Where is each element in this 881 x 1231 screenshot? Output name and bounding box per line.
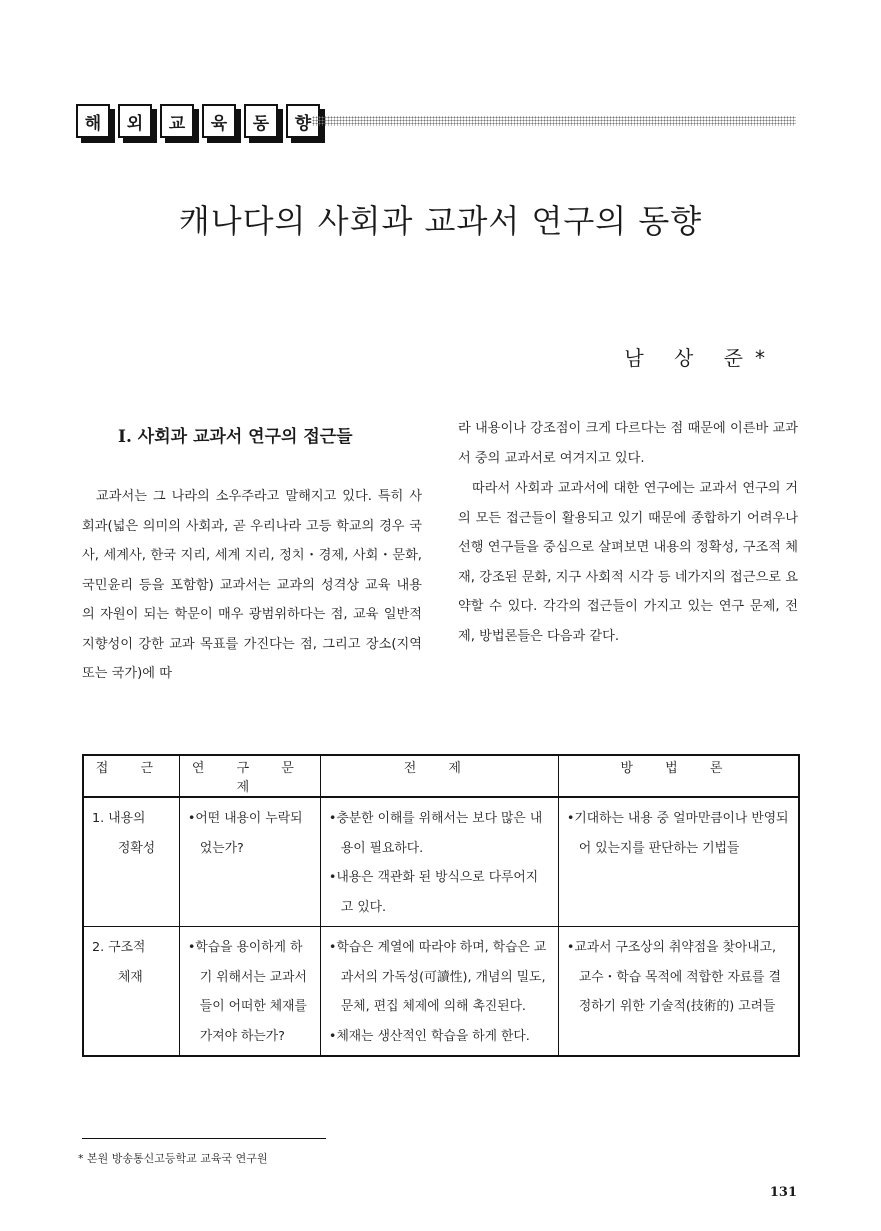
header-box: 향 bbox=[286, 104, 320, 138]
premise-cell bbox=[320, 927, 558, 1057]
section-header-banner bbox=[76, 100, 796, 160]
method-item: •기대하는 내용 중 얼마만큼이나 반영되어 있는지를 판단하는 기법들 bbox=[566, 811, 789, 856]
left-column-paragraph: 교과서는 그 나라의 소우주라고 말해지고 있다. 특히 사회과(넓은 의미의 사회과, 곧 우리나라 고등 학교의 경우 국사, 세계사, 한국 지리, 세계 지리, 정치・경제, 사회・문화, 국민윤리 등을 포함함) 교과서는 교과의 성격상 교육 내용의 자원이 되는 학문이 매우 광범위하다는 점, 교육 일반적 지향성이 강한 교과 목표를 가진다는 점, 그리고 장소(지역 또는 국가)에 따 bbox=[82, 489, 422, 681]
question-item: •학습을 용이하게 하기 위해서는 교과서들이 어떠한 체재를 가져야 하는가? bbox=[187, 940, 307, 1044]
method-item: •교과서 구조상의 취약점을 찾아내고, 교수・학습 목적에 적합한 자료를 결정하기 위한 기술적(技術的) 고려들 bbox=[566, 940, 781, 1014]
approach-cell bbox=[83, 797, 179, 927]
approach-label: 정확성 bbox=[118, 840, 156, 856]
approach-cell bbox=[83, 927, 179, 1057]
header-label-boxes bbox=[76, 104, 328, 138]
approach-label: 2. 구조적 bbox=[92, 940, 146, 955]
header-box: 육 bbox=[202, 104, 236, 138]
premise-cell bbox=[320, 797, 558, 927]
header-box: 교 bbox=[160, 104, 194, 138]
premise-item: •체재는 생산적인 학습을 하게 한다. bbox=[328, 1028, 530, 1044]
method-cell bbox=[558, 927, 799, 1057]
right-column-paragraph: 따라서 사회과 교과서에 대한 연구에는 교과서 연구의 거의 모든 접근들이 활용되고 있기 때문에 종합하기 어려우나 선행 연구들을 중심으로 살펴보면 내용의 정확성, 구조적 체재, 강조된 문화, 지구 사회적 시각 등 네가지의 접근으로 요약할 수 있다. 각각의 접근들이 가지고 있는 연구 문제, 전제, 방법론들은 다음과 같다. bbox=[458, 481, 798, 644]
footnote-divider bbox=[82, 1138, 326, 1139]
right-column-continuation: 라 내용이나 강조점이 크게 다르다는 점 때문에 이른바 교과서 중의 교과서로 여겨지고 있다. bbox=[458, 421, 798, 466]
question-item: •어떤 내용이 누락되었는가? bbox=[187, 811, 303, 856]
column-header: 방 법 론 bbox=[558, 755, 799, 797]
approach-label: 체재 bbox=[118, 969, 143, 985]
approach-label: 1. 내용의 bbox=[92, 811, 146, 826]
column-header: 연 구 문 제 bbox=[179, 755, 320, 797]
premise-item: •학습은 계열에 따라야 하며, 학습은 교과서의 가독성(可讀性), 개념의 밀도, 문체, 편집 체제에 의해 촉진된다. bbox=[328, 940, 547, 1014]
article-title: 캐나다의 사회과 교과서 연구의 동향 bbox=[178, 202, 703, 240]
approaches-table bbox=[82, 754, 800, 1057]
premise-item: •충분한 이해를 위해서는 보다 많은 내용이 필요하다. bbox=[328, 811, 543, 856]
header-box: 동 bbox=[244, 104, 278, 138]
column-header: 접 근 bbox=[83, 755, 179, 797]
header-box: 외 bbox=[118, 104, 152, 138]
footnote: * 본원 방송통신고등학교 교육국 연구원 bbox=[78, 1152, 268, 1165]
table-row bbox=[83, 797, 799, 927]
question-cell bbox=[179, 927, 320, 1057]
column-header: 전 제 bbox=[320, 755, 558, 797]
dotted-rule bbox=[312, 116, 796, 126]
author-name: 남 상 준* bbox=[624, 346, 777, 370]
header-box: 해 bbox=[76, 104, 110, 138]
question-cell bbox=[179, 797, 320, 927]
method-cell bbox=[558, 797, 799, 927]
table-row bbox=[83, 927, 799, 1057]
table-header-row bbox=[83, 755, 799, 797]
section-heading: Ⅰ. 사회과 교과서 연구의 접근들 bbox=[118, 427, 353, 447]
premise-item: •내용은 객관화 된 방식으로 다루어지고 있다. bbox=[328, 870, 539, 915]
page-number: 131 bbox=[769, 1185, 797, 1200]
